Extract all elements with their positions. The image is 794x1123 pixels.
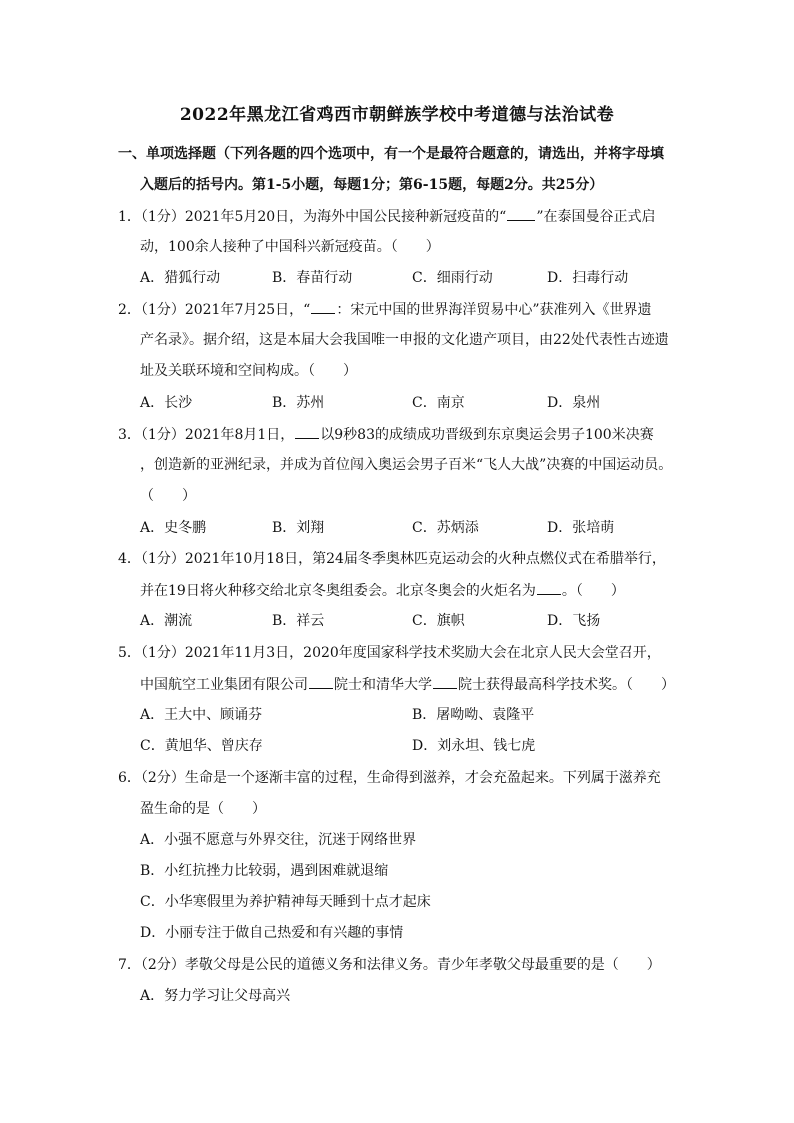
question-6-line2: 盈生命的是（ ） xyxy=(140,801,266,817)
question-4-option-c[interactable]: C．旗帜 xyxy=(412,613,465,629)
question-1-option-b[interactable]: B．春苗行动 xyxy=(272,270,353,286)
question-5-option-a[interactable]: A．王大中、顾诵芬 xyxy=(140,707,263,723)
section-heading-line1: 一、单项选择题（下列各题的四个选项中，有一个是最符合题意的，请选出，并将字母填 xyxy=(118,146,664,162)
question-6-option-d[interactable]: D．小丽专注于做自己热爱和有兴趣的事情 xyxy=(140,925,404,941)
blank-underline xyxy=(507,206,535,221)
question-2-line3: 址及关联环境和空间构成。（ ） xyxy=(140,363,357,379)
question-3-option-c[interactable]: C．苏炳添 xyxy=(412,520,479,536)
question-5-line1: 5．（1分）2021年11月3日，2020年度国家科学技术奖励大会在北京人民大会堂召开， xyxy=(118,645,661,661)
question-4-option-b[interactable]: B．祥云 xyxy=(272,613,325,629)
question-1-option-d[interactable]: D．扫毒行动 xyxy=(547,270,629,286)
question-5-option-c[interactable]: C．黄旭华、曾庆存 xyxy=(140,738,263,754)
question-1-line1 xyxy=(118,206,656,227)
question-3-line3: （ ） xyxy=(140,488,196,504)
question-3-line2: ，创造新的亚洲纪录，并成为首位闯入奥运会男子百米“飞人大战”决赛的中国运动员。 xyxy=(140,457,673,473)
question-4-text-b: 并在19日将火种移交给北京冬奥组委会。北京冬奥会的火炬名为 xyxy=(140,583,536,599)
blank-underline xyxy=(433,674,457,689)
blank-underline xyxy=(295,424,319,439)
question-2-option-a[interactable]: A．长沙 xyxy=(140,395,193,411)
question-3-text-a: 3．（1分）2021年8月1日， xyxy=(118,427,295,443)
question-2-line1 xyxy=(118,299,651,320)
question-5-option-d[interactable]: D．刘永坦、钱七虎 xyxy=(412,738,536,754)
question-1-option-a[interactable]: A．猎狐行动 xyxy=(140,270,221,286)
question-4-text-c: 。（ ） xyxy=(561,583,625,599)
question-6-line1: 6．（2分）生命是一个逐渐丰富的过程，生命得到滋养，才会充盈起来。下列属于滋养充 xyxy=(118,770,661,786)
question-3-option-d[interactable]: D．张培萌 xyxy=(547,520,615,536)
blank-underline xyxy=(309,674,333,689)
question-5-option-b[interactable]: B．屠呦呦、袁隆平 xyxy=(412,707,535,723)
question-3-text-b: 以9秒83的成绩成功晋级到东京奥运会男子100米决赛 xyxy=(320,427,654,443)
question-5-text-d: 院士获得最高科学技术奖。（ ） xyxy=(458,677,675,693)
question-1-line2: 动，100余人接种了中国科兴新冠疫苗。（ ） xyxy=(140,239,440,255)
question-5-text-c: 院士和清华大学 xyxy=(334,677,432,693)
question-7-option-a[interactable]: A．努力学习让父母高兴 xyxy=(140,988,291,1004)
question-5-text-b: 中国航空工业集团有限公司 xyxy=(140,677,308,693)
blank-underline xyxy=(537,580,561,595)
exam-title: 2022年黑龙江省鸡西市朝鲜族学校中考道德与法治试卷 xyxy=(179,105,615,125)
question-2-option-b[interactable]: B．苏州 xyxy=(272,395,325,411)
question-6-option-c[interactable]: C．小华寒假里为养护精神每天睡到十点才起床 xyxy=(140,894,431,910)
blank-underline xyxy=(311,299,335,314)
question-3-option-b[interactable]: B．刘翔 xyxy=(272,520,325,536)
question-4-option-d[interactable]: D．飞扬 xyxy=(547,613,601,629)
question-2-text-a: 2．（1分）2021年7月25日，“ xyxy=(118,302,311,318)
section-heading-line2: 入题后的括号内。第1-5小题，每题1分；第6-15题，每题2分。共25分） xyxy=(140,177,604,193)
question-4-line2 xyxy=(140,580,625,601)
question-5-line2 xyxy=(140,674,675,695)
question-1-text-b: ”在泰国曼谷正式启 xyxy=(536,209,656,225)
question-4-line1: 4．（1分）2021年10月18日，第24届冬季奥林匹克运动会的火种点燃仪式在希腊举行， xyxy=(118,551,666,567)
question-4-option-a[interactable]: A．潮流 xyxy=(140,613,193,629)
question-3-line1 xyxy=(118,424,654,445)
question-2-line2: 产名录》。据介绍，这是本届大会我国唯一申报的文化遗产项目，由22处代表性古迹遗 xyxy=(140,332,669,348)
question-2-text-b: ：宋元中国的世界海洋贸易中心”获准列入《世界遗 xyxy=(336,302,652,318)
question-1-option-c[interactable]: C．细雨行动 xyxy=(412,270,493,286)
question-3-option-a[interactable]: A．史冬鹏 xyxy=(140,520,207,536)
question-2-option-d[interactable]: D．泉州 xyxy=(547,395,601,411)
question-7-line1: 7．（2分）孝敬父母是公民的道德义务和法律义务。青少年孝敬父母最重要的是（ ） xyxy=(118,957,661,973)
question-1-text-a: 1．（1分）2021年5月20日，为海外中国公民接种新冠疫苗的“ xyxy=(118,209,507,225)
question-2-option-c[interactable]: C．南京 xyxy=(412,395,465,411)
question-6-option-a[interactable]: A．小强不愿意与外界交往，沉迷于网络世界 xyxy=(140,832,417,848)
question-6-option-b[interactable]: B．小红抗挫力比较弱，遇到困难就退缩 xyxy=(140,863,389,879)
